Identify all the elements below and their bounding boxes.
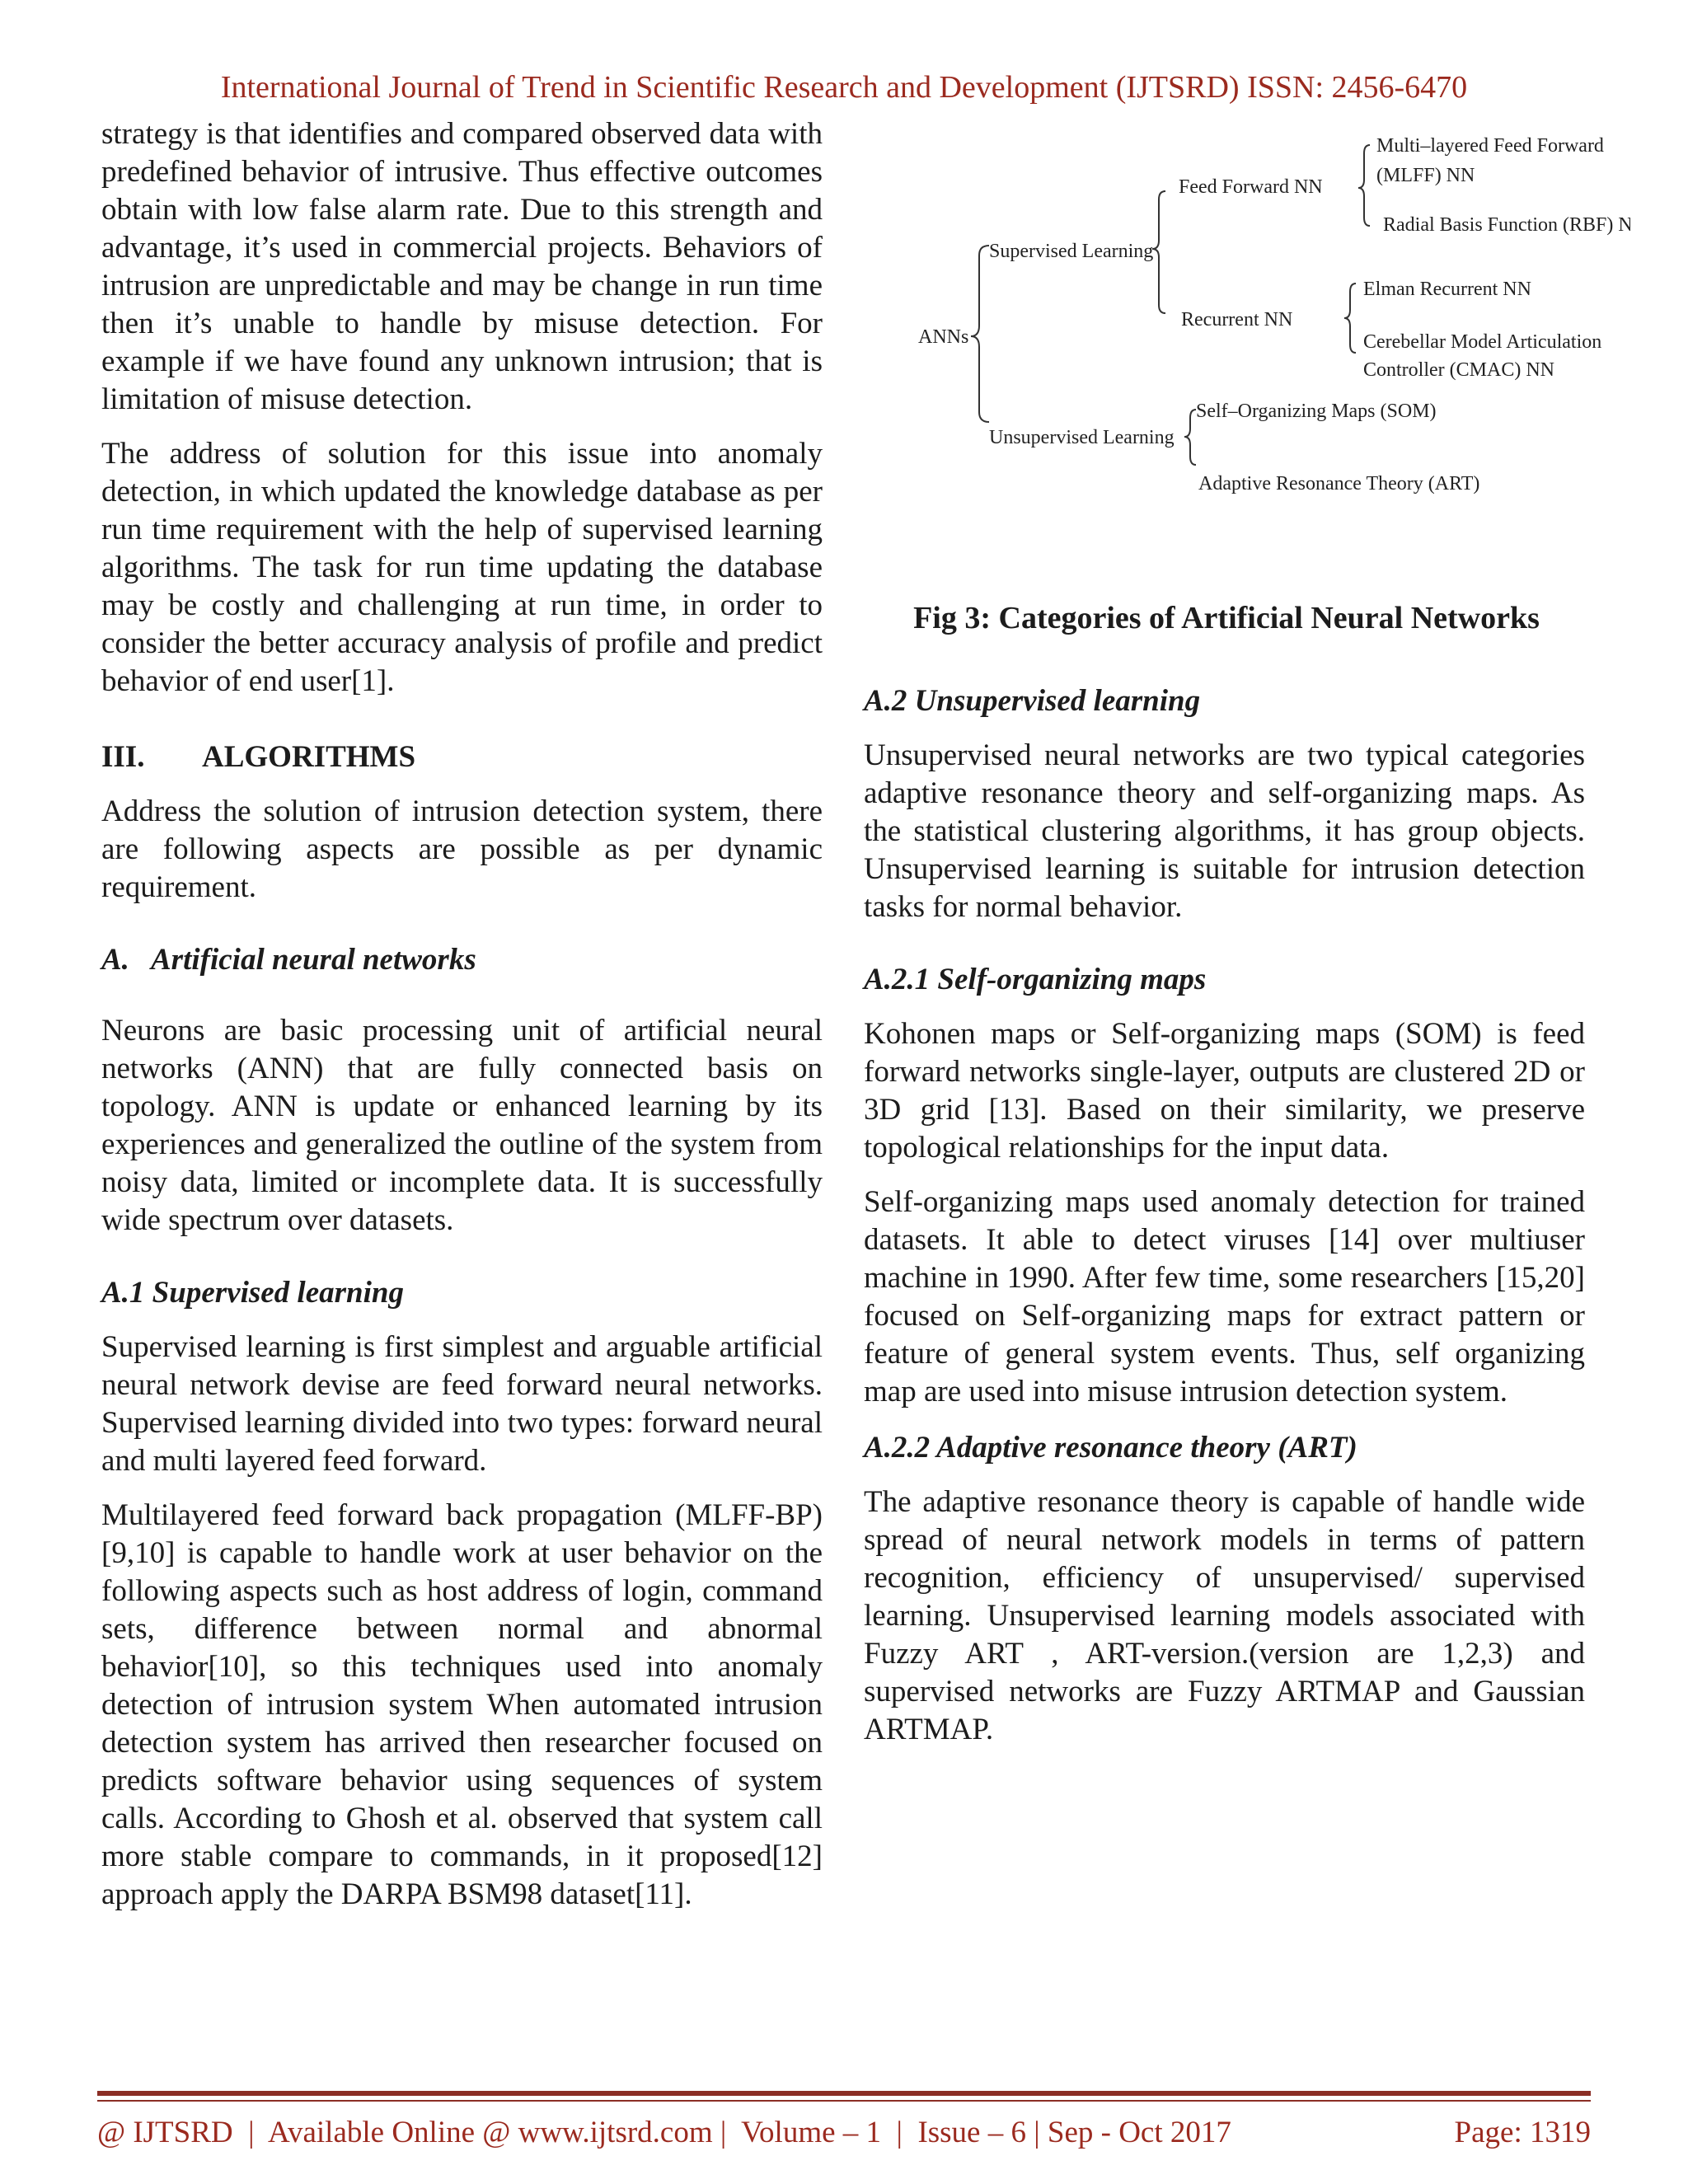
leaf-mlff-line2: (MLFF) NN xyxy=(1376,165,1475,186)
page-number: Page: 1319 xyxy=(1454,2116,1591,2149)
brace-ff xyxy=(1358,145,1370,226)
paragraph: The address of solution for this issue into anomaly detection, in which updated the knowledge database as per run time requirement with the help of supervised learning algorithms. The task for run time updating the database may be costly and challenging at run time, in order to consider the better accuracy analysis of profile and predict behavior of end user[1]. xyxy=(101,437,823,698)
leaf-art: Adaptive Resonance Theory (ART) xyxy=(1198,473,1480,494)
subsection-heading-supervised: A.1 Supervised learning xyxy=(101,1276,404,1310)
footer-rule-thick xyxy=(97,2091,1591,2096)
page-footer xyxy=(97,2115,1591,2150)
ann-tree-diagram xyxy=(864,124,1630,511)
section-title: ALGORITHMS xyxy=(202,740,416,774)
paragraph: Supervised learning is first simplest and arguable artificial neural network devise are feed forward neural networks. Supervised learning divided into two types: forward neural and multi layered feed forward. xyxy=(101,1330,823,1478)
subsection-title: Artificial neural networks xyxy=(151,943,476,977)
node-recurrent: Recurrent NN xyxy=(1181,309,1293,330)
brace-rnn xyxy=(1344,284,1356,353)
node-feed-forward: Feed Forward NN xyxy=(1179,176,1323,198)
paragraph: strategy is that identifies and compared observed data with predefined behavior of intrusive. Thus effective outcomes obtain with low false alarm rate. Due to this strength and advantage, it’s used in commercial projects. Behaviors of intrusion are unpredictable and may be change in run time then it’s unable to handle by misuse detection. For example if we have found any unknown intrusion; that is limitation of misuse detection. xyxy=(101,117,823,416)
footer-rule-thin xyxy=(97,2100,1591,2102)
left-column xyxy=(101,115,823,1930)
subsection-heading-art: A.2.2 Adaptive resonance theory (ART) xyxy=(864,1431,1357,1465)
leaf-som: Self–Organizing Maps (SOM) xyxy=(1196,401,1437,422)
leaf-elman: Elman Recurrent NN xyxy=(1363,279,1531,300)
brace-unsupervised xyxy=(1184,410,1196,465)
paragraph: The adaptive resonance theory is capable of handle wide spread of neural network models in terms of pattern recognition, efficiency of unsupervised/ supervised learning. Unsupervised learning models associated with Fuzzy ART , ART-version.(version are 1,2,3) and supervised networks are Fuzzy ARTMAP and Gaussian ARTMAP. xyxy=(864,1485,1585,1746)
subsection-heading-ann xyxy=(101,941,823,979)
subsection-number: A. xyxy=(101,943,129,977)
node-unsupervised: Unsupervised Learning xyxy=(989,427,1175,448)
paragraph: Self-organizing maps used anomaly detection for trained datasets. It able to detect viruses [14] over multiuser machine in 1990. After few time, some researchers [15,20] focused on Self-organizing maps for extract pattern or feature of general system events. Thus, self organizing map are used into misuse intrusion detection system. xyxy=(864,1185,1585,1408)
paragraph: Kohonen maps or Self-organizing maps (SOM) is feed forward networks single-layer, outputs are clustered 2D or 3D grid [13]. Based on their similarity, we preserve topological relationships for the input data. xyxy=(864,1017,1585,1165)
leaf-mlff-line1: Multi–layered Feed Forward xyxy=(1376,135,1604,157)
brace-supervised xyxy=(1152,191,1165,313)
brace-anns xyxy=(971,246,989,422)
journal-header: International Journal of Trend in Scientific Research and Development (IJTSRD) ISSN: 2456-6470 xyxy=(220,70,1468,105)
right-column xyxy=(864,682,1585,1765)
node-supervised: Supervised Learning xyxy=(989,241,1154,262)
paragraph: Multilayered feed forward back propagation (MLFF-BP)[9,10] is capable to handle work at user behavior on the following aspects such as host address of login, command sets, difference between normal and abnormal behavior[10], so this techniques used into anomaly detection of intrusion system When automated intrusion detection system has arrived then researcher focused on predicts software behavior using sequences of system calls. According to Ghosh et al. observed that system call more stable compare to commands, in it proposed[12] approach apply the DARPA BSM98 dataset[11]. xyxy=(101,1498,823,1911)
leaf-cmac-line2: Controller (CMAC) NN xyxy=(1363,359,1554,381)
subsection-heading-som: A.2.1 Self-organizing maps xyxy=(864,963,1207,996)
footer-info: @ IJTSRD | Available Online @ www.ijtsrd.com | Volume – 1 | Issue – 6 | Sep - Oct 2017 xyxy=(97,2116,1231,2149)
leaf-cmac-line1: Cerebellar Model Articulation xyxy=(1363,331,1602,353)
node-anns: ANNs xyxy=(918,326,969,348)
ann-taxonomy-figure xyxy=(864,124,1630,511)
figure-caption: Fig 3: Categories of Artificial Neural Networks xyxy=(913,601,1540,635)
section-number: III. xyxy=(101,740,145,774)
subsection-heading-unsupervised: A.2 Unsupervised learning xyxy=(864,684,1201,718)
leaf-rbf: Radial Basis Function (RBF) NN xyxy=(1383,214,1630,236)
paragraph: Neurons are basic processing unit of artificial neural networks (ANN) that are fully connected basis on topology. ANN is update or enhanced learning by its experiences and generalized the outline of the system from noisy data, limited or incomplete data. It is successfully wide spectrum over datasets. xyxy=(101,1014,823,1237)
paragraph: Unsupervised neural networks are two typical categories adaptive resonance theory and self-organizing maps. As the statistical clustering algorithms, it has group objects. Unsupervised learning is suitable for intrusion detection tasks for normal behavior. xyxy=(864,738,1585,924)
paragraph: Address the solution of intrusion detection system, there are following aspects are possible as per dynamic requirement. xyxy=(101,794,823,904)
section-heading-algorithms xyxy=(101,738,823,776)
